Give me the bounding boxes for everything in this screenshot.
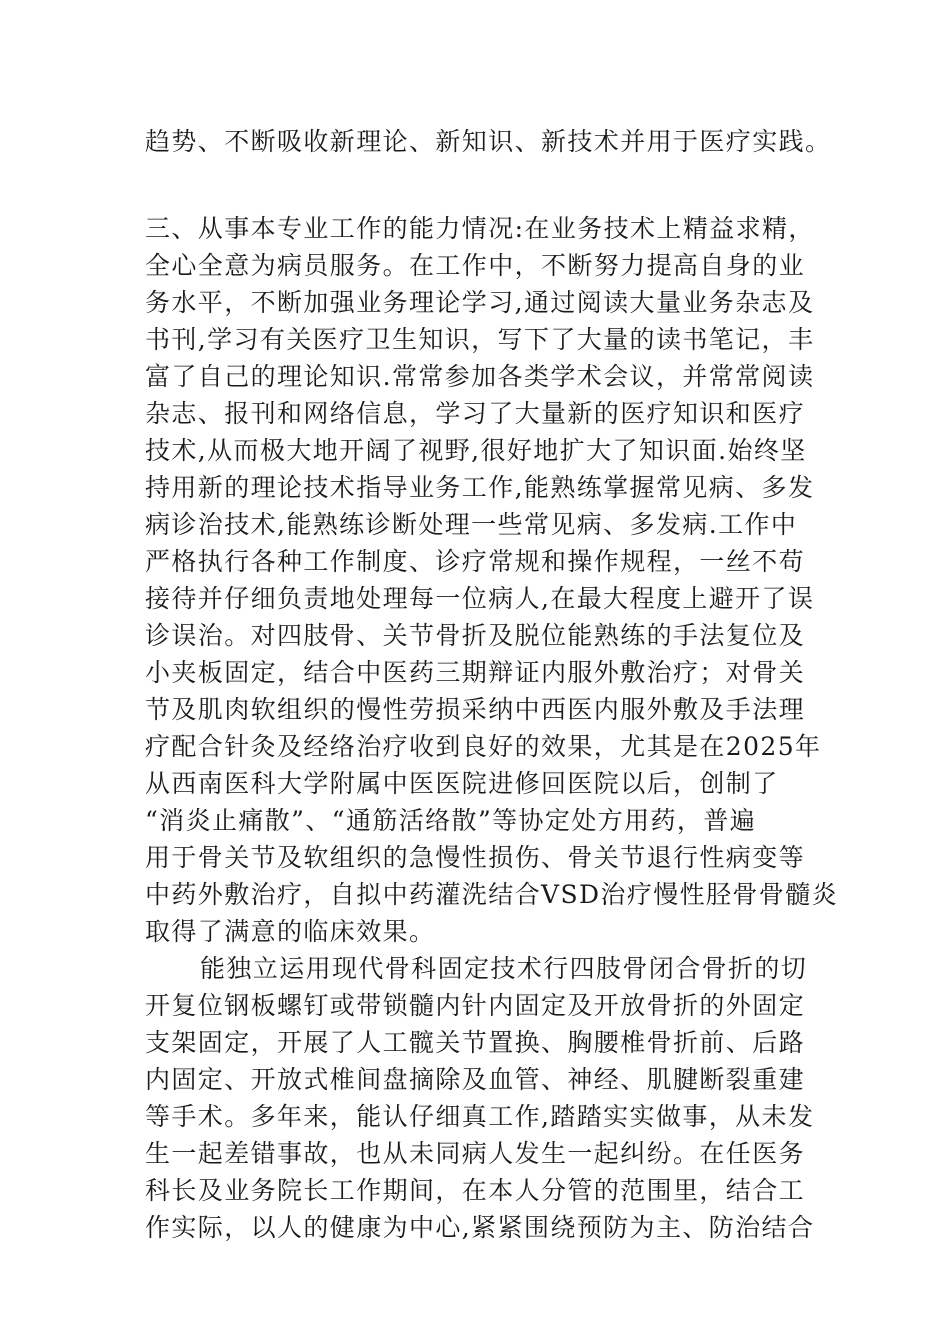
text-line: 严格执行各种工作制度、诊疗常规和操作规程，一丝不苟: [145, 547, 806, 576]
text-line: 小夹板固定，结合中医药三期辩证内服外敷治疗；对骨关: [145, 658, 806, 687]
text-line: 病诊治技术,能熟练诊断处理一些常见病、多发病.工作中: [145, 510, 798, 539]
text-line: 趋势、不断吸收新理论、新知识、新技术并用于医疗实践。: [145, 127, 832, 156]
text-line: 接待并仔细负责地处理每一位病人,在最大程度上避开了误: [145, 584, 815, 613]
text-line: 持用新的理论技术指导业务工作,能熟练掌握常见病、多发: [145, 473, 815, 502]
text-line: 诊误治。对四肢骨、关节骨折及脱位能熟练的手法复位及: [145, 621, 806, 650]
text-line: 用于骨关节及软组织的急慢性损伤、骨关节退行性病变等: [145, 843, 806, 872]
text-line: 开复位钢板螺钉或带锁髓内针内固定及开放骨折的外固定: [145, 991, 806, 1020]
text-line: “消炎止痛散”、“通筋活络散”等协定处方用药，普遍: [145, 806, 757, 835]
text-line: 取得了满意的临床效果。: [145, 917, 436, 946]
text-line: 中药外敷治疗，自拟中药灌洗结合VSD治疗慢性胫骨骨髓炎: [145, 880, 839, 909]
text-line: 内固定、开放式椎间盘摘除及血管、神经、肌腱断裂重建: [145, 1065, 806, 1094]
text-line: 三、从事本专业工作的能力情况:在业务技术上精益求精，: [145, 214, 815, 243]
text-line: 能独立运用现代骨科固定技术行四肢骨闭合骨折的切: [200, 954, 808, 983]
text-line: 富了自己的理论知识.常常参加各类学术会议，并常常阅读: [145, 362, 815, 391]
text-line: 书刊,学习有关医疗卫生知识，写下了大量的读书笔记，丰: [145, 325, 815, 354]
text-line: 全心全意为病员服务。在工作中，不断努力提高自身的业: [145, 251, 806, 280]
text-line: 技术,从而极大地开阔了视野,很好地扩大了知识面.始终坚: [145, 436, 807, 465]
text-line: 支架固定，开展了人工髋关节置换、胸腰椎骨折前、后路: [145, 1028, 806, 1057]
text-line: 从西南医科大学附属中医医院进修回医院以后，创制了: [145, 769, 779, 798]
text-line: 务水平，不断加强业务理论学习,通过阅读大量业务杂志及: [145, 288, 815, 317]
text-line: 等手术。多年来，能认仔细真工作,踏踏实实做事，从未发: [145, 1102, 815, 1131]
text-line: 节及肌肉软组织的慢性劳损采纳中西医内服外敷及手法理: [145, 695, 806, 724]
text-line: 杂志、报刊和网络信息，学习了大量新的医疗知识和医疗: [145, 399, 806, 428]
text-line: 疗配合针灸及经络治疗收到良好的效果，尤其是在2025年: [145, 732, 822, 761]
text-line: 作实际，以人的健康为中心,紧紧围绕预防为主、防治结合: [145, 1213, 815, 1242]
text-line: 科长及业务院长工作期间，在本人分管的范围里，结合工: [145, 1176, 806, 1205]
text-line: 生一起差错事故，也从未同病人发生一起纠纷。在任医务: [145, 1139, 806, 1168]
